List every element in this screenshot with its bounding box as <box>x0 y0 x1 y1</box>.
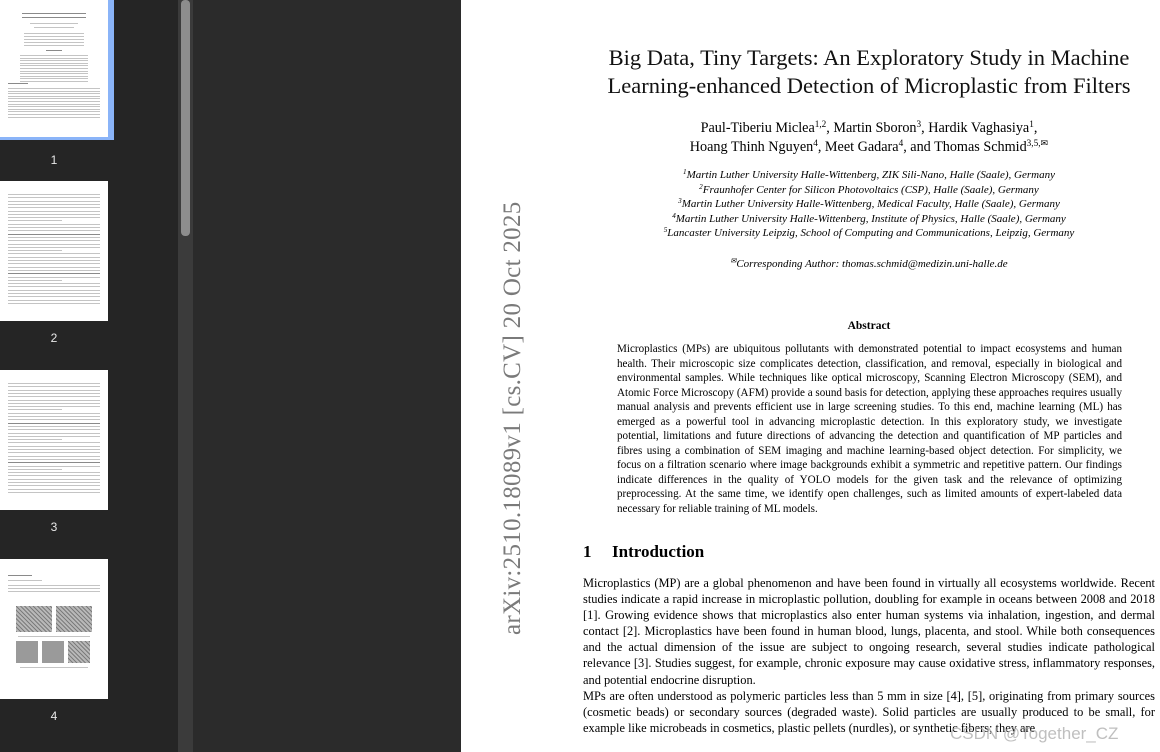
affiliation-text: Lancaster University Leipzig, School of Computing and Communications, Leipzig, Germany <box>667 227 1075 240</box>
thumbnail-text-line <box>8 194 100 195</box>
thumbnail-text-line <box>8 386 100 387</box>
thumbnail-text-line <box>8 197 100 198</box>
thumbnail-text-line <box>8 406 100 407</box>
author-list <box>541 119 1160 157</box>
author-separator: , <box>1033 120 1038 136</box>
thumbnail-text-line <box>8 88 100 89</box>
thumbnail-text-line <box>8 277 100 278</box>
thumbnail-text-line <box>8 446 100 447</box>
thumbnail-text-line <box>8 436 100 437</box>
thumbnail-text-line <box>8 575 32 576</box>
thumbnail-text-line <box>8 413 100 414</box>
thumbnail-text-line <box>8 452 100 453</box>
thumbnail-text-line <box>8 234 100 235</box>
thumbnail-text-line <box>8 106 100 107</box>
thumbnail-text-line <box>8 101 100 102</box>
affiliation-text: Martin Luther University Halle-Wittenberg, ZIK Sili-Nano, Halle (Saale), Germany <box>686 169 1055 181</box>
thumbnail-text-line <box>8 204 100 205</box>
thumbnail-text-line <box>8 303 100 304</box>
thumbnail-text-line <box>8 220 62 221</box>
author-name: Meet Gadara <box>824 139 899 155</box>
affiliation-line <box>541 168 1160 183</box>
thumbnail-text-line <box>8 290 100 291</box>
thumbnail-text-line <box>8 419 100 420</box>
thumbnail-text-line <box>8 217 100 218</box>
thumbnail-preview <box>0 370 108 510</box>
thumbnail-page-number: 3 <box>50 520 58 534</box>
author-affiliation-mark: 4 <box>813 137 818 148</box>
author-affiliation-mark: 4 <box>898 137 904 148</box>
arxiv-margin-identifier <box>461 0 541 752</box>
affiliation-text: Martin Luther University Halle-Wittenberg, Institute of Physics, Halle (Saale), Germany <box>675 212 1066 225</box>
author-affiliation-mark: 3,5,✉ <box>1026 137 1049 148</box>
corresponding-author-text: Corresponding Author: thomas.schmid@medizin.uni-halle.de <box>736 258 1008 270</box>
thumbnail-text-line <box>8 280 62 281</box>
thumbnail-text-line <box>8 459 100 460</box>
thumbnail-text-line <box>8 267 100 268</box>
affiliation-text: Martin Luther University Halle-Wittenberg, Medical Faculty, Halle (Saale), Germany <box>681 198 1060 211</box>
thumbnail-text-line <box>8 423 100 424</box>
thumbnail-text-line <box>8 409 62 410</box>
affiliation-number: 3 <box>678 197 682 206</box>
thumbnail-text-line <box>8 263 100 264</box>
thumbnail-text-line <box>22 13 86 14</box>
thumbnail-text-line <box>24 45 84 46</box>
author-name: Paul-Tiberiu Miclea <box>700 120 815 136</box>
author-name: Hoang Thinh Nguyen <box>689 139 814 155</box>
thumbnail-text-line <box>8 227 100 228</box>
thumbnail-text-line <box>8 591 100 592</box>
thumbnail-text-line <box>24 33 84 34</box>
thumbnail-text-line <box>20 667 88 668</box>
thumbnail-text-line <box>20 78 88 79</box>
thumbnail-text-line <box>8 293 100 294</box>
thumbnail-text-line <box>20 76 88 77</box>
thumbnail-preview <box>0 181 108 321</box>
thumbnail-figure <box>68 641 90 663</box>
thumbnail-text-line <box>22 17 86 18</box>
paragraph: Microplastics (MP) are a global phenomenon and have been found in virtually all ecosystems worldwide. Recent studies indicate a rapid increase in microplastic pollution, doubling for example in oceans between 2008 and 2018 [1]. Growing evidence shows that microplastics also enter human systems via inhalation, ingestion, and dermal contact [2]. Microplastics have been found in human blood, lungs, placenta, and stool. While both consequences and the actual dimension of the issue are subject to ongoing research, several studies indicate pathological relevance [3]. Studies suggest, for example, chronic exposure may cause oxidative stress, inflammatory responses, and potential endocrine disruption. <box>583 576 1155 687</box>
thumbnail-text-line <box>8 201 100 202</box>
thumbnail-text-line <box>8 114 100 115</box>
thumbnail-text-line <box>8 400 100 401</box>
author-separator: , <box>921 120 929 136</box>
thumbnail-text-line <box>8 104 100 105</box>
thumbnail-page-3[interactable] <box>0 370 178 559</box>
authors-line-1 <box>541 119 1160 138</box>
author-name: Thomas Schmid <box>934 139 1027 155</box>
thumbnail-text-line <box>8 426 100 427</box>
thumbnail-text-line <box>8 482 100 483</box>
thumbnail-text-line <box>20 63 88 64</box>
thumbnail-text-line <box>8 257 100 258</box>
affiliation-line <box>541 183 1160 198</box>
thumbnail-text-line <box>8 479 100 480</box>
thumbnail-text-line <box>20 73 88 74</box>
thumbnail-text-line <box>8 96 100 97</box>
author-affiliation-mark: 1 <box>1029 118 1034 129</box>
affiliation-line <box>541 226 1160 241</box>
thumbnail-text-line <box>8 469 62 470</box>
thumbnail-text-line <box>8 390 100 391</box>
thumbnail-sidebar <box>0 0 178 752</box>
thumbnail-text-line <box>8 429 100 430</box>
author-separator: , <box>817 139 825 155</box>
section-number: 1 <box>583 542 592 561</box>
thumbnail-page-number: 1 <box>50 153 58 167</box>
author-affiliation-mark: 1,2 <box>814 118 827 129</box>
thumbnail-text-line <box>8 466 100 467</box>
thumbnail-text-line <box>8 580 42 581</box>
thumbnail-text-line <box>8 485 100 486</box>
thumbnail-text-line <box>24 36 84 37</box>
thumbnail-text-line <box>8 456 100 457</box>
thumbnail-page-2[interactable] <box>0 181 178 370</box>
thumbnail-text-line <box>8 247 100 248</box>
paper-title <box>541 44 1160 100</box>
thumbnail-text-line <box>8 240 100 241</box>
corresponding-author <box>541 258 1160 270</box>
thumbnail-text-line <box>8 91 100 92</box>
thumbnail-text-line <box>8 109 100 110</box>
thumbnail-text-line <box>46 50 62 51</box>
thumbnail-text-line <box>24 42 84 43</box>
thumbnail-text-line <box>8 98 100 99</box>
thumbnail-text-line <box>8 286 100 287</box>
thumbnail-text-line <box>8 214 100 215</box>
thumbnail-text-line <box>8 472 100 473</box>
thumbnail-text-line <box>8 492 100 493</box>
thumbnail-text-line <box>8 283 100 284</box>
thumbnail-text-line <box>8 260 100 261</box>
sidebar-scrollbar-thumb[interactable] <box>181 0 190 236</box>
thumbnail-text-line <box>8 296 100 297</box>
title-line-1: Big Data, Tiny Targets: An Exploratory Study in Machine <box>608 45 1130 70</box>
affiliation-line <box>541 197 1160 212</box>
affiliation-number: 1 <box>683 168 687 177</box>
section-heading <box>583 542 704 562</box>
thumbnail-figure <box>56 606 92 632</box>
thumbnail-text-line <box>8 462 100 463</box>
author-name: Hardik Vaghasiya <box>928 120 1030 136</box>
abstract-text: Microplastics (MPs) are ubiquitous pollutants with demonstrated potential to impact ecosystems and human health. Their microscopic size complicates detection, classification, and removal, especially in biological and environmental samples. While techniques like optical microscopy, Scanning Electron Microscopy (SEM), and Atomic Force Microscopy (AFM) provide a sound basis for detection, applying these approaches requires usually manual analysis and prevents efficient use in large screening studies. To this end, machine learning (ML) has emerged as a powerful tool in advancing microplastic detection. In this exploratory study, we investigate potential, limitations and future directions of advancing the detection and quantification of MP particles and fibres using a combination of SEM imaging and machine learning-based object detection. For simplicity, we focus on a filtration scenario where image backgrounds exhibit a symmetric and repetitive pattern. Our findings indicate differences in the quality of YOLO models for the given task and the relevance of optimizing preprocessing. At the same time, we identify open challenges, such as limited amounts of expert-labeled data necessary for reliable training of ML models. <box>617 343 1122 516</box>
thumbnail-text-line <box>8 585 100 586</box>
thumbnail-text-line <box>8 253 100 254</box>
thumbnail-figure <box>42 641 64 663</box>
affiliation-line <box>541 212 1160 227</box>
thumbnail-text-line <box>20 58 88 59</box>
thumbnail-text-line <box>34 27 74 28</box>
thumbnail-text-line <box>30 23 78 24</box>
body-text <box>583 575 1155 736</box>
thumbnail-text-line <box>8 396 100 397</box>
thumbnail-page-1[interactable] <box>0 3 178 192</box>
section-title: Introduction <box>612 542 705 561</box>
thumbnail-text-line <box>8 393 100 394</box>
author-separator: , <box>826 120 834 136</box>
thumbnail-text-line <box>8 449 100 450</box>
author-separator: , and <box>903 139 935 155</box>
abstract-heading: Abstract <box>847 320 891 332</box>
thumbnail-text-line <box>8 237 100 238</box>
thumbnail-text-line <box>8 117 100 118</box>
thumbnail-figure <box>16 606 52 632</box>
thumbnail-text-line <box>20 71 88 72</box>
paragraph: MPs are often understood as polymeric particles less than 5 mm in size [4], [5], originating from primary sources (cosmetic beads) or secondary sources (degraded waste). Solid particles are usually produced to be small, for example like microbeads in cosmetics, plastic pellets (nurdles), or synthetic fibers; they are <box>583 688 1155 735</box>
thumbnail-text-line <box>8 207 100 208</box>
thumbnail-text-line <box>20 68 88 69</box>
thumbnail-text-line <box>24 39 84 40</box>
thumbnail-text-line <box>8 489 100 490</box>
thumbnail-text-line <box>8 300 100 301</box>
authors-line-2 <box>541 138 1160 157</box>
thumbnail-text-line <box>8 588 100 589</box>
thumbnail-text-line <box>18 636 90 637</box>
thumbnail-text-line <box>8 224 100 225</box>
thumbnail-text-line <box>8 475 100 476</box>
author-name: Martin Sboron <box>833 120 917 136</box>
envelope-icon: ✉ <box>730 257 737 266</box>
thumbnail-text-line <box>8 93 100 94</box>
thumbnail-text-line <box>8 433 100 434</box>
affiliation-number: 4 <box>672 211 676 220</box>
arxiv-identifier-text: arXiv:2510.18089v1 [cs.CV] 20 Oct 2025 <box>499 201 526 635</box>
thumbnail-text-line <box>8 442 100 443</box>
thumbnail-text-line <box>8 83 28 84</box>
affiliations <box>541 168 1160 241</box>
thumbnail-text-line <box>8 244 100 245</box>
thumbnail-text-line <box>8 403 100 404</box>
thumbnail-page-number: 2 <box>50 331 58 345</box>
thumbnail-text-line <box>8 383 100 384</box>
author-affiliation-mark: 3 <box>916 118 922 129</box>
watermark: CSDN @Together_CZ <box>950 724 1119 743</box>
thumbnail-text-line <box>8 230 100 231</box>
thumbnail-text-line <box>8 111 100 112</box>
thumbnail-page-4[interactable] <box>0 559 178 748</box>
thumbnail-text-line <box>8 439 62 440</box>
thumbnail-text-line <box>8 416 100 417</box>
thumbnail-text-line <box>8 211 100 212</box>
title-line-2: Learning-enhanced Detection of Microplastic from Filters <box>607 73 1131 98</box>
thumbnail-text-line <box>8 250 62 251</box>
thumbnail-page-number: 4 <box>50 709 58 723</box>
thumbnail-preview <box>0 559 108 699</box>
thumbnail-text-line <box>8 270 100 271</box>
affiliation-number: 2 <box>699 182 703 191</box>
thumbnail-text-line <box>20 81 88 82</box>
thumbnail-text-line <box>8 273 100 274</box>
thumbnail-figure <box>16 641 38 663</box>
thumbnail-preview <box>0 0 108 137</box>
thumbnail-text-line <box>20 65 88 66</box>
thumbnail-text-line <box>20 55 88 56</box>
thumbnail-text-line <box>20 60 88 61</box>
affiliation-text: Fraunhofer Center for Silicon Photovoltaics (CSP), Halle (Saale), Germany <box>702 183 1039 196</box>
affiliation-number: 5 <box>663 226 668 235</box>
